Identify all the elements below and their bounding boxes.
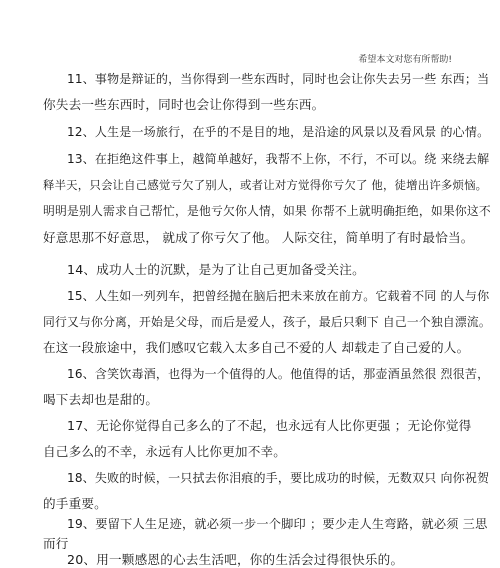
- text-line: 19、要留下人生足迹，就必须一步一个脚印 ；要少走人生弯路，就必须 三思: [67, 517, 488, 531]
- text-line: 自己多么的不幸，永远有人比你更加不幸。: [43, 444, 287, 459]
- text-line: 在这一段旅途中，我们感叹它载入太多自己不爱的人 却载走了自己爱的人。: [43, 340, 470, 355]
- text-line: 而行: [43, 536, 69, 551]
- text-line: 明明是别人需求自己帮忙，是他亏欠你人情，如果 你帮不上就明确拒绝，如果你这不: [43, 204, 491, 218]
- text-line: 你失去一些东西时，同时也会让你得到一些东西。: [43, 97, 325, 112]
- text-line: 的手重要。: [43, 496, 107, 511]
- text-line: 14、成功人士的沉默，是为了让自己更加备受关注。: [67, 262, 365, 277]
- text-line: 17、无论你觉得自己多么的了不起，也永远有人比你更强 ；无论你觉得: [67, 418, 472, 433]
- text-line: 15、人生如一列列车，把曾经抛在脑后把未来放在前方。它载着不同 的人与你: [67, 289, 490, 303]
- text-line: 好意思那不好意思， 就成了你亏欠了他。 人际交往，简单明了有时最恰当。: [43, 230, 474, 245]
- page-header-note: 希望本文对您有所帮助!: [358, 55, 452, 65]
- text-line: 12、人生是一场旅行，在乎的不是目的地，是沿途的风景以及看风景 的心情。: [67, 125, 490, 139]
- text-line: 16、含笑饮毒酒，也得为一个值得的人。他值得的话，那壶酒虽然很 烈很苦，: [67, 367, 490, 381]
- text-line: 11、事物是辩证的，当你得到一些东西时，同时也会让你失去另一些 东西；当: [67, 72, 490, 86]
- text-line: 13、在拒绝这件事上，越简单越好，我帮不上你，不行，不可以。绕 来绕去解: [67, 152, 490, 166]
- text-line: 同行又与你分离，开始是父母，而后是爱人，孩子，最后只剩下 自己一个独自漂流。: [43, 315, 491, 329]
- text-line: 喝下去却也是甜的。: [43, 392, 159, 407]
- text-line: 释半天，只会让自己感觉亏欠了别人，或者让对方觉得你亏欠了 他，徒增出许多烦恼。: [43, 178, 488, 192]
- text-line: 18、失败的时候，一只拭去你泪痕的手，要比成功的时候，无数双只 向你祝贺: [67, 471, 490, 485]
- text-line: 20、用一颗感恩的心去生活吧，你的生活会过得很快乐的。: [67, 552, 404, 567]
